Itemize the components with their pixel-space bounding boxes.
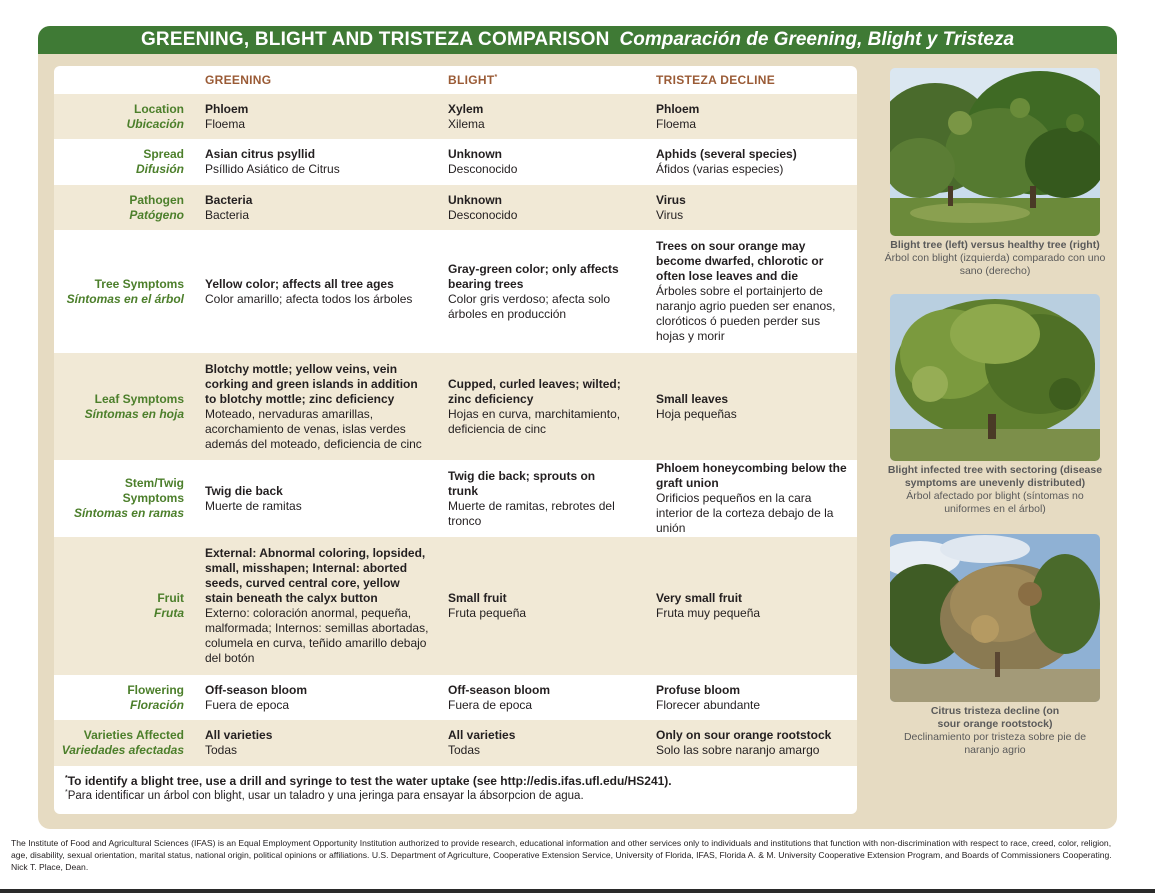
row-label-spanish: Patógeno bbox=[129, 207, 184, 222]
table-row-leaf-symptoms bbox=[54, 353, 857, 460]
greening-value-spanish: Todas bbox=[205, 743, 238, 757]
greening-value: Asian citrus psyllid bbox=[205, 147, 316, 161]
photo-caption-spanish: Árbol con blight (izquierda) comparado con uno sano (derecho) bbox=[884, 252, 1106, 277]
row-label-spanish: Síntomas en ramas bbox=[73, 506, 184, 520]
blight-value-spanish: Fruta pequeña bbox=[448, 606, 527, 620]
column-header-tristeza: TRISTEZA DECLINE bbox=[656, 73, 776, 87]
blight-value-spanish: Todas bbox=[448, 743, 481, 757]
tristeza-value: Phloem bbox=[656, 101, 700, 116]
photo-caption-spanish: Árbol afectado por blight (síntomas no uniformes en el árbol) bbox=[906, 490, 1084, 515]
greening-value-spanish: Muerte de ramitas bbox=[205, 498, 302, 513]
blight-value: Unknown bbox=[448, 147, 502, 161]
photo-caption-english: Blight infected tree with sectoring (disease symptoms are unevenly distributed) bbox=[887, 464, 1103, 489]
row-label: Varieties Affected bbox=[83, 728, 184, 742]
tristeza-value-spanish: Áfidos (varias especies) bbox=[656, 162, 784, 176]
table-row-spread bbox=[54, 139, 857, 185]
row-label: Stem/Twig Symptoms bbox=[122, 476, 184, 505]
blight-footnote-marker: * bbox=[494, 74, 498, 81]
tristeza-value: Very small fruit bbox=[656, 591, 743, 605]
tristeza-value: Small leaves bbox=[656, 391, 729, 406]
row-label-spanish: Variedades afectadas bbox=[61, 743, 184, 757]
row-label: Flowering bbox=[127, 682, 184, 697]
table-row-tree-symptoms bbox=[54, 230, 857, 353]
blight-value: Off-season bloom bbox=[448, 682, 551, 697]
photo-caption-1 bbox=[883, 239, 1107, 278]
blight-value-spanish: Desconocido bbox=[448, 207, 518, 222]
photo-caption-english: Blight tree (left) versus healthy tree (right) bbox=[890, 239, 1100, 251]
row-label: Fruit bbox=[157, 591, 184, 605]
tristeza-value-spanish: Fruta muy pequeña bbox=[656, 606, 761, 620]
blight-value: All varieties bbox=[448, 728, 516, 742]
row-label: Pathogen bbox=[129, 192, 184, 207]
photo-caption-3 bbox=[883, 705, 1107, 757]
tristeza-value: Trees on sour orange may become dwarfed, chlorotic or often lose leaves and die bbox=[656, 239, 824, 283]
row-label-spanish: Ubicación bbox=[126, 116, 184, 131]
greening-value: Blotchy mottle; yellow veins, vein corking and green islands in addition to blotchy mottle; zinc deficiency bbox=[205, 361, 418, 406]
photo-caption-spanish: Declinamiento por tristeza sobre pie de naranjo agrio bbox=[903, 731, 1087, 756]
photo-blight-vs-healthy bbox=[890, 68, 1100, 236]
tristeza-value-spanish: Hoja pequeñas bbox=[656, 406, 737, 421]
title-spanish: Comparación de Greening, Blight y Tristeza bbox=[619, 29, 1015, 50]
greening-value-spanish: Fuera de epoca bbox=[205, 697, 290, 712]
greening-value-spanish: Psíllido Asiático de Citrus bbox=[205, 162, 340, 176]
blight-value: Twig die back; sprouts on trunk bbox=[448, 468, 596, 498]
tristeza-value: Virus bbox=[656, 192, 686, 207]
title-bar bbox=[38, 26, 1117, 54]
blight-value: Xylem bbox=[448, 101, 484, 116]
row-label: Spread bbox=[143, 147, 184, 161]
blight-value: Gray-green color; only affects bearing trees bbox=[448, 261, 619, 291]
row-label-spanish: Difusión bbox=[136, 162, 184, 176]
column-header-blight: BLIGHT* bbox=[448, 73, 498, 87]
blight-value-spanish: Muerte de ramitas, rebrotes del tronco bbox=[448, 498, 615, 528]
column-header-greening: GREENING bbox=[205, 73, 272, 87]
tristeza-value: Profuse bloom bbox=[656, 682, 741, 697]
greening-value: Phloem bbox=[205, 101, 249, 116]
blight-value: Unknown bbox=[448, 192, 502, 207]
row-label-spanish: Fruta bbox=[154, 606, 184, 620]
tristeza-value-spanish: Solo las sobre naranjo amargo bbox=[656, 743, 820, 757]
blight-value: Small fruit bbox=[448, 591, 507, 605]
blight-value-spanish: Fuera de epoca bbox=[448, 697, 533, 712]
tristeza-value-spanish: Árboles sobre el portainjerto de naranjo agrio pueden ser enanos, cloróticos ó pueden perder sus hojas y morir bbox=[656, 284, 836, 343]
photo-tristeza-decline bbox=[890, 534, 1100, 702]
row-label-spanish: Floración bbox=[129, 697, 184, 712]
tristeza-value-spanish: Orificios pequeños en la cara interior de la corteza debajo de la unión bbox=[656, 491, 834, 535]
greening-value: Yellow color; affects all tree ages bbox=[205, 276, 394, 291]
greening-value-spanish: Bacteria bbox=[205, 207, 250, 222]
tristeza-value-spanish: Virus bbox=[656, 207, 684, 222]
blight-value-spanish: Hojas en curva, marchitamiento, deficiencia de cinc bbox=[448, 406, 621, 436]
table-row-stem-twig-symptoms bbox=[54, 460, 857, 537]
title-english: GREENING, BLIGHT AND TRISTEZA COMPARISON bbox=[140, 29, 610, 50]
greening-value: Off-season bloom bbox=[205, 682, 308, 697]
greening-value-spanish: Color amarillo; afecta todos los árboles bbox=[205, 291, 413, 306]
footnote-spanish: *Para identificar un árbol con blight, usar un taladro y una jeringa para ensayar la ábsorpcion de agua. bbox=[65, 789, 584, 802]
photo-caption-2 bbox=[883, 464, 1107, 516]
blight-value: Cupped, curled leaves; wilted; zinc deficiency bbox=[448, 376, 621, 406]
footnote-english: *To identify a blight tree, use a drill and syringe to test the water uptake (see http://edis.ifas.ufl.edu/HS241). bbox=[65, 774, 672, 788]
table-row-fruit bbox=[54, 537, 857, 675]
table-row-flowering bbox=[54, 675, 857, 720]
greening-value-spanish: Externo: coloración anormal, pequeña, malformada; Internos: semillas abortadas, columela en curva, teñido amarillo debajo del botón bbox=[205, 606, 429, 665]
greening-value-spanish: Moteado, nervaduras amarillas, acorchamiento de venas, islas verdes además del moteado, deficiencia de cinc bbox=[205, 406, 422, 451]
blight-value-spanish: Xilema bbox=[448, 116, 485, 131]
greening-value: External: Abnormal coloring, lopsided, small, misshapen; Internal: aborted seeds, curved central core, yellow stain beneath the calyx button bbox=[205, 546, 426, 605]
greening-value: All varieties bbox=[205, 728, 273, 742]
photo-caption-english: Citrus tristeza decline (on sour orange rootstock) bbox=[930, 705, 1060, 730]
comparison-panel bbox=[38, 26, 1117, 829]
row-label: Tree Symptoms bbox=[94, 276, 184, 291]
tristeza-value: Only on sour orange rootstock bbox=[656, 728, 832, 742]
blight-value-spanish: Desconocido bbox=[448, 162, 518, 176]
table-row-varieties-affected bbox=[54, 720, 857, 766]
blight-value-spanish: Color gris verdoso; afecta solo árboles en producción bbox=[448, 291, 611, 321]
table-row-location bbox=[54, 94, 857, 139]
tristeza-value-spanish: Florecer abundante bbox=[656, 697, 761, 712]
greening-value: Twig die back bbox=[205, 483, 283, 498]
footnote bbox=[65, 774, 855, 804]
row-label: Leaf Symptoms bbox=[94, 391, 184, 406]
greening-value-spanish: Floema bbox=[205, 116, 246, 131]
tristeza-value: Aphids (several species) bbox=[656, 147, 797, 161]
tristeza-value-spanish: Floema bbox=[656, 116, 697, 131]
table-header-row bbox=[54, 66, 857, 94]
row-label-spanish: Síntomas en hoja bbox=[84, 406, 184, 421]
table-row-pathogen bbox=[54, 185, 857, 230]
greening-value: Bacteria bbox=[205, 192, 253, 207]
bottom-divider bbox=[0, 889, 1155, 893]
ifas-disclaimer: The Institute of Food and Agricultural Sciences (IFAS) is an Equal Employment Opportunity Institution authorized to provide research, educational information and other services only to individuals and institutions that function with non-discrimination with respect to race, creed, color, religion, age, disability, sexual orientation, marital status, national origin, political opinions or affiliations. U.S. Department of Agriculture, Cooperative Extension Service, University of Florida, IFAS, Florida A. & M. University Cooperative Extension Program, and Boards of Commissioners Cooperating. Nick T. Place, Dean. bbox=[11, 838, 1112, 872]
row-label: Location bbox=[134, 101, 184, 116]
comparison-table bbox=[54, 66, 857, 814]
photo-blight-sectoring bbox=[890, 294, 1100, 461]
row-label-spanish: Síntomas en el árbol bbox=[66, 291, 184, 306]
tristeza-value: Phloem honeycombing below the graft union bbox=[656, 461, 847, 490]
